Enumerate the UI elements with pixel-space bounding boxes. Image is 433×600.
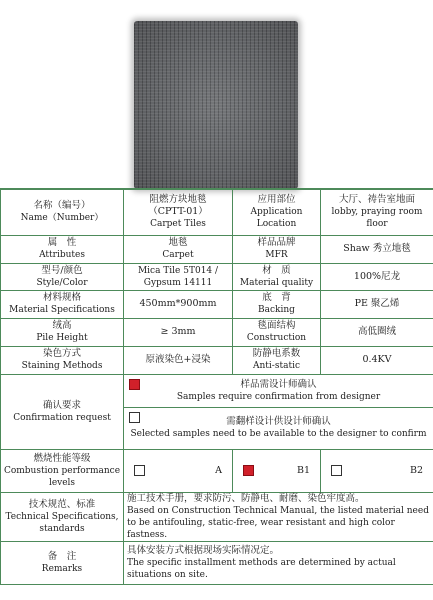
spec-value: 450mm*900mm	[124, 290, 233, 318]
technical-value: 施工技术手册，要求防污、防静电、耐磨、染色牢度高。 Based on Construction Technical Manual, the listed material need to be antifouling, static-free, wear resistant and high color fastness.	[124, 492, 433, 541]
pile-label: 绒高 Pile Height	[1, 318, 124, 346]
row-confirmation-1	[1, 374, 433, 407]
spec-table	[0, 188, 433, 585]
spec-label: 材料规格 Material Specifications	[1, 290, 124, 318]
row-pile-construction	[1, 318, 433, 346]
construction-label: 毯面结构 Construction	[233, 318, 321, 346]
selected-samples-checkbox[interactable]	[129, 412, 140, 423]
row-remarks	[1, 541, 433, 584]
carpet-sample-photo	[134, 21, 298, 189]
carpet-texture-image	[134, 21, 298, 189]
confirm-option-samples: 样品需设计师确认 Samples require confirmation from designer	[124, 374, 433, 407]
row-name-location	[1, 189, 433, 235]
level-b1-checkbox[interactable]	[243, 465, 254, 476]
row-style-material	[1, 263, 433, 290]
confirmation-label: 确认要求 Confirmation request	[1, 374, 124, 449]
staining-value: 原液染色+浸染	[124, 346, 233, 374]
backing-value: PE 聚乙烯	[321, 290, 433, 318]
material-value: 100%尼龙	[321, 263, 433, 290]
antistatic-label: 防静电系数 Anti-static	[233, 346, 321, 374]
pile-value: ≥ 3mm	[124, 318, 233, 346]
style-label: 型号/颜色 Style/Color	[1, 263, 124, 290]
level-b2-checkbox[interactable]	[331, 465, 342, 476]
location-label: 应用部位 Application Location	[233, 189, 321, 235]
row-combustion	[1, 449, 433, 492]
combustion-b2-cell: B2	[321, 449, 433, 492]
attributes-label: 属 性 Attributes	[1, 235, 124, 263]
brand-value: Shaw 秀立地毯	[321, 235, 433, 263]
name-label: 名称（编号） Name（Number）	[1, 189, 124, 235]
technical-label: 技术规范、标准 Technical Specifications, standards	[1, 492, 124, 541]
combustion-a-cell: A	[124, 449, 233, 492]
row-attributes-brand	[1, 235, 433, 263]
samples-confirm-checkbox[interactable]	[129, 379, 140, 390]
row-staining-antistatic	[1, 346, 433, 374]
remarks-value: 具体安装方式根据现场实际情况定。 The specific installment methods are determined by actual situations on site.	[124, 541, 433, 584]
location-value: 大厅、祷告室地面 lobby, praying room floor	[321, 189, 433, 235]
row-technical	[1, 492, 433, 541]
row-spec-backing	[1, 290, 433, 318]
combustion-b1-cell: B1	[233, 449, 321, 492]
backing-label: 底 背 Backing	[233, 290, 321, 318]
combustion-label: 燃烧性能等级 Combustion performance levels	[1, 449, 124, 492]
remarks-label: 备 注 Remarks	[1, 541, 124, 584]
attributes-value: 地毯 Carpet	[124, 235, 233, 263]
material-label: 材 质 Material quality	[233, 263, 321, 290]
brand-label: 样品品牌 MFR	[233, 235, 321, 263]
name-value: 阻燃方块地毯 （CPTT-01） Carpet Tiles	[124, 189, 233, 235]
construction-value: 高低圈绒	[321, 318, 433, 346]
level-a-checkbox[interactable]	[134, 465, 145, 476]
antistatic-value: 0.4KV	[321, 346, 433, 374]
staining-label: 染色方式 Staining Methods	[1, 346, 124, 374]
style-value: Mica Tile 5T014 / Gypsum 14111	[124, 263, 233, 290]
confirm-option-selected: 需翻样设计供设计师确认 Selected samples need to be available to the designer to confirm	[124, 407, 433, 449]
